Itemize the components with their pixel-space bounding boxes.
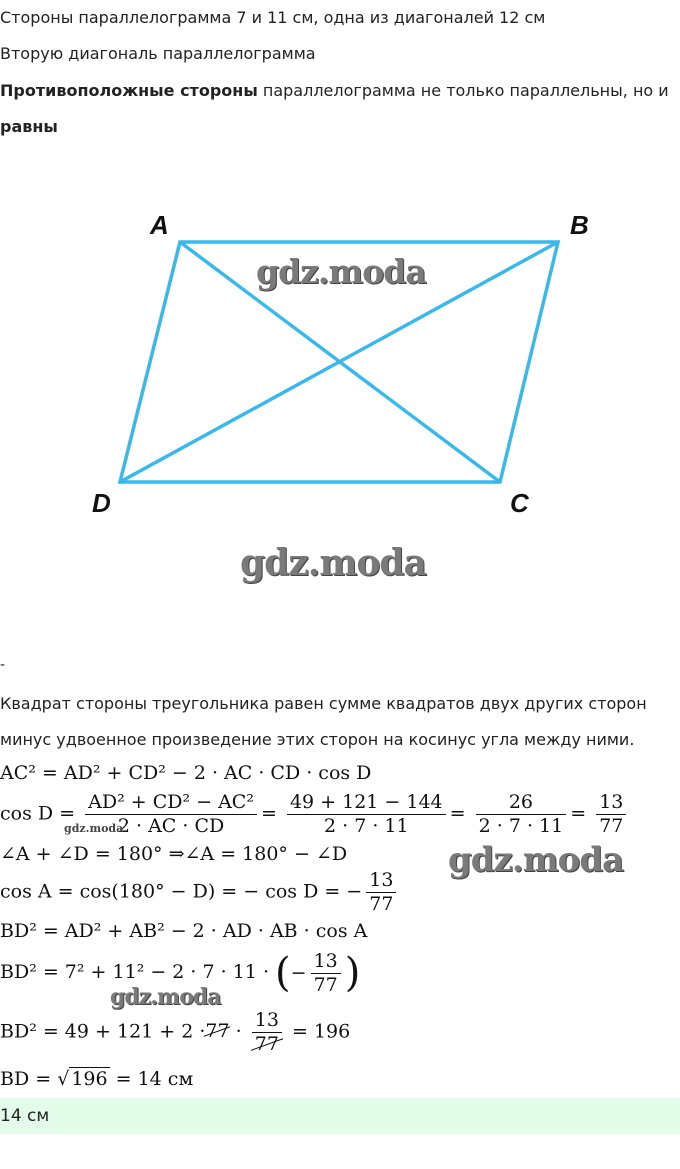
formula-line-7: BD² = 49 + 121 + 2 ·77 · $\frac{13}{77}$ = 196 [0, 1009, 351, 1055]
answer-box: 14 см [0, 1098, 680, 1134]
fraction-cosa: $\frac{13}{77}$ [366, 870, 396, 915]
theory-bold: Противоположные стороны [0, 81, 258, 100]
theory-line-1 [0, 81, 669, 100]
formula-line-1: AC² = AD² + CD² − 2 · AC · CD · cos D [0, 762, 372, 784]
watermark: gdz.moda [448, 840, 624, 880]
fraction-cosd-general: $\frac{\text{AD² + CD² − AC²}}{2 \cdot AC \cdot CD}$ [85, 792, 257, 837]
separator-dash: - [0, 657, 6, 673]
formula-line-5: BD² = AD² + AB² − 2 · AD · AB · cos A [0, 920, 368, 942]
cancelled-77: 77 [205, 1020, 230, 1043]
watermark: gdz.moda [110, 984, 221, 1010]
formula-line-6: BD² = 7² + 11² − 2 · 7 · 11 · (− $\frac{13}{77}$ ) [0, 949, 361, 996]
formula-line-4: cos A = cos(180° − D) = − cos D = − $\frac{13}{77}$ [0, 870, 400, 915]
vertex-label-a: A [150, 210, 169, 240]
formula-line-2: cos D = $\frac{\text{AD² + CD² − AC²}}{2 \cdot AC \cdot CD}$ = $\frac{49 + 121 - 144}{2 \cdot 7 \cdot 11}$ = $\frac{26}{2 \cdot 7 \cdot 11}$ = $\frac{13}{77}$ [0, 792, 630, 837]
vertex-label-b: B [570, 210, 589, 240]
watermark: gdz.moda [256, 252, 426, 291]
fraction-cosd-result: $\frac{13}{77}$ [596, 792, 626, 837]
cosine-law-line-1: Квадрат стороны треугольника равен сумме квадратов двух других сторон [0, 694, 647, 713]
problem-line-2: Вторую диагональ параллелограмма [0, 44, 316, 63]
fraction-cosd-simplified: $\frac{26}{2 \cdot 7 \cdot 11}$ [476, 792, 567, 837]
radicand: 196 [71, 1068, 108, 1090]
parallelogram-figure [0, 190, 680, 530]
vertex-label-d: D [92, 488, 111, 518]
fraction-cosd-values: $\frac{49 + 121 - 144}{2 \cdot 7 \cdot 11}$ [287, 792, 446, 837]
vertex-label-c: C [510, 488, 529, 518]
fraction-neg-cosa: $\frac{13}{77}$ [311, 951, 341, 996]
problem-line-1: Стороны параллелограмма 7 и 11 см, одна из диагоналей 12 см [0, 8, 546, 27]
watermark: gdz.moda [240, 542, 426, 584]
fraction-cancel: $\frac{13}{77}$ [252, 1010, 282, 1055]
watermark: gdz.moda [64, 822, 124, 835]
formula-line-8: BD = √ 196 = 14 см [0, 1068, 194, 1090]
theory-line-2: равны [0, 117, 58, 136]
cosine-law-line-2: минус удвоенное произведение этих сторон на косинус угла между ними. [0, 730, 635, 749]
theory-rest: параллелограмма не только параллельны, но и [257, 81, 669, 100]
formula-line-3: ∠A + ∠D = 180° ⇒∠A = 180° − ∠D [0, 843, 348, 865]
